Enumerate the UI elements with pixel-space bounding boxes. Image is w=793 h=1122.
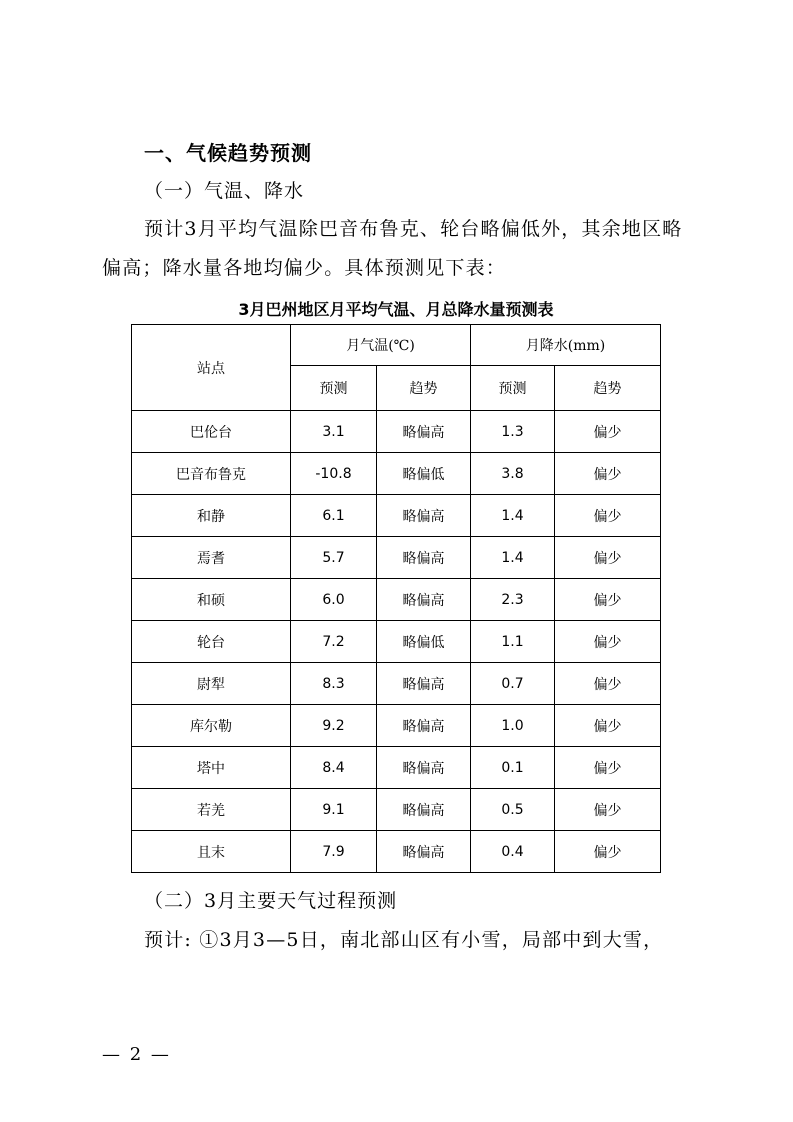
table-row [132, 495, 661, 537]
temp-forecast-cell: 9.2 [291, 705, 377, 747]
temp-trend-cell: 略偏高 [377, 789, 471, 831]
temp-forecast-cell: 6.1 [291, 495, 377, 537]
precip-trend-cell: 偏少 [555, 537, 661, 579]
precip-trend-cell: 偏少 [555, 705, 661, 747]
precip-forecast-cell: 3.8 [471, 453, 555, 495]
subsection-heading-temp-precip: （一）气温、降水 [144, 180, 305, 202]
precip-forecast-cell: 1.4 [471, 537, 555, 579]
temp-forecast-header: 预测 [291, 366, 377, 411]
temp-forecast-cell: 6.0 [291, 579, 377, 621]
station-cell: 若羌 [132, 789, 291, 831]
station-cell: 巴伦台 [132, 411, 291, 453]
temp-forecast-cell: 8.4 [291, 747, 377, 789]
station-header: 站点 [132, 325, 291, 411]
forecast-paragraph-text: 预计3月平均气温除巴音布鲁克、轮台略偏低外，其余地区略偏高；降水量各地均偏少。具体预测见下表： [102, 218, 683, 279]
table-header-row [132, 325, 661, 366]
table-title: 3月巴州地区月平均气温、月总降水量预测表 [238, 300, 554, 319]
precip-forecast-cell: 1.3 [471, 411, 555, 453]
precip-forecast-cell: 1.1 [471, 621, 555, 663]
temp-trend-cell: 略偏高 [377, 663, 471, 705]
table-row [132, 621, 661, 663]
station-cell: 和静 [132, 495, 291, 537]
table-row [132, 411, 661, 453]
forecast-paragraph [102, 210, 702, 288]
weather-process-paragraph: 预计: ①3月3—5日，南北部山区有小雪，局部中到大雪， [144, 929, 664, 951]
temp-trend-cell: 略偏高 [377, 831, 471, 873]
precip-trend-cell: 偏少 [555, 579, 661, 621]
temp-trend-cell: 略偏高 [377, 495, 471, 537]
precip-trend-cell: 偏少 [555, 453, 661, 495]
temp-forecast-cell: -10.8 [291, 453, 377, 495]
temp-forecast-cell: 3.1 [291, 411, 377, 453]
section-heading: 一、气候趋势预测 [144, 141, 312, 165]
station-cell: 轮台 [132, 621, 291, 663]
table-row [132, 789, 661, 831]
station-cell: 塔中 [132, 747, 291, 789]
table-row [132, 579, 661, 621]
station-cell: 焉耆 [132, 537, 291, 579]
temp-forecast-cell: 9.1 [291, 789, 377, 831]
precip-trend-cell: 偏少 [555, 831, 661, 873]
precip-forecast-cell: 0.1 [471, 747, 555, 789]
page-number: — 2 — [102, 1044, 171, 1065]
precip-trend-header: 趋势 [555, 366, 661, 411]
temp-trend-cell: 略偏低 [377, 621, 471, 663]
temp-trend-cell: 略偏高 [377, 747, 471, 789]
precip-forecast-cell: 0.4 [471, 831, 555, 873]
station-cell: 库尔勒 [132, 705, 291, 747]
precip-forecast-header: 预测 [471, 366, 555, 411]
temp-trend-header: 趋势 [377, 366, 471, 411]
precip-forecast-cell: 2.3 [471, 579, 555, 621]
station-cell: 巴音布鲁克 [132, 453, 291, 495]
precip-trend-cell: 偏少 [555, 411, 661, 453]
precip-trend-cell: 偏少 [555, 789, 661, 831]
temp-header: 月气温(℃) [291, 325, 471, 366]
forecast-table [131, 324, 661, 873]
precip-forecast-cell: 0.5 [471, 789, 555, 831]
temp-trend-cell: 略偏低 [377, 453, 471, 495]
table-row [132, 747, 661, 789]
precip-trend-cell: 偏少 [555, 495, 661, 537]
station-cell: 和硕 [132, 579, 291, 621]
precip-trend-cell: 偏少 [555, 621, 661, 663]
temp-trend-cell: 略偏高 [377, 705, 471, 747]
temp-forecast-cell: 7.9 [291, 831, 377, 873]
table-row [132, 705, 661, 747]
table-row [132, 663, 661, 705]
station-cell: 尉犁 [132, 663, 291, 705]
precip-forecast-cell: 1.0 [471, 705, 555, 747]
temp-trend-cell: 略偏高 [377, 537, 471, 579]
temp-trend-cell: 略偏高 [377, 579, 471, 621]
temp-forecast-cell: 5.7 [291, 537, 377, 579]
precip-trend-cell: 偏少 [555, 747, 661, 789]
table-row [132, 537, 661, 579]
precip-trend-cell: 偏少 [555, 663, 661, 705]
station-cell: 且末 [132, 831, 291, 873]
temp-forecast-cell: 7.2 [291, 621, 377, 663]
subsection-heading-weather-process: （二）3月主要天气过程预测 [144, 890, 398, 912]
temp-forecast-cell: 8.3 [291, 663, 377, 705]
temp-trend-cell: 略偏高 [377, 411, 471, 453]
table-row [132, 831, 661, 873]
table-row [132, 453, 661, 495]
precip-header: 月降水(mm) [471, 325, 661, 366]
precip-forecast-cell: 1.4 [471, 495, 555, 537]
precip-forecast-cell: 0.7 [471, 663, 555, 705]
